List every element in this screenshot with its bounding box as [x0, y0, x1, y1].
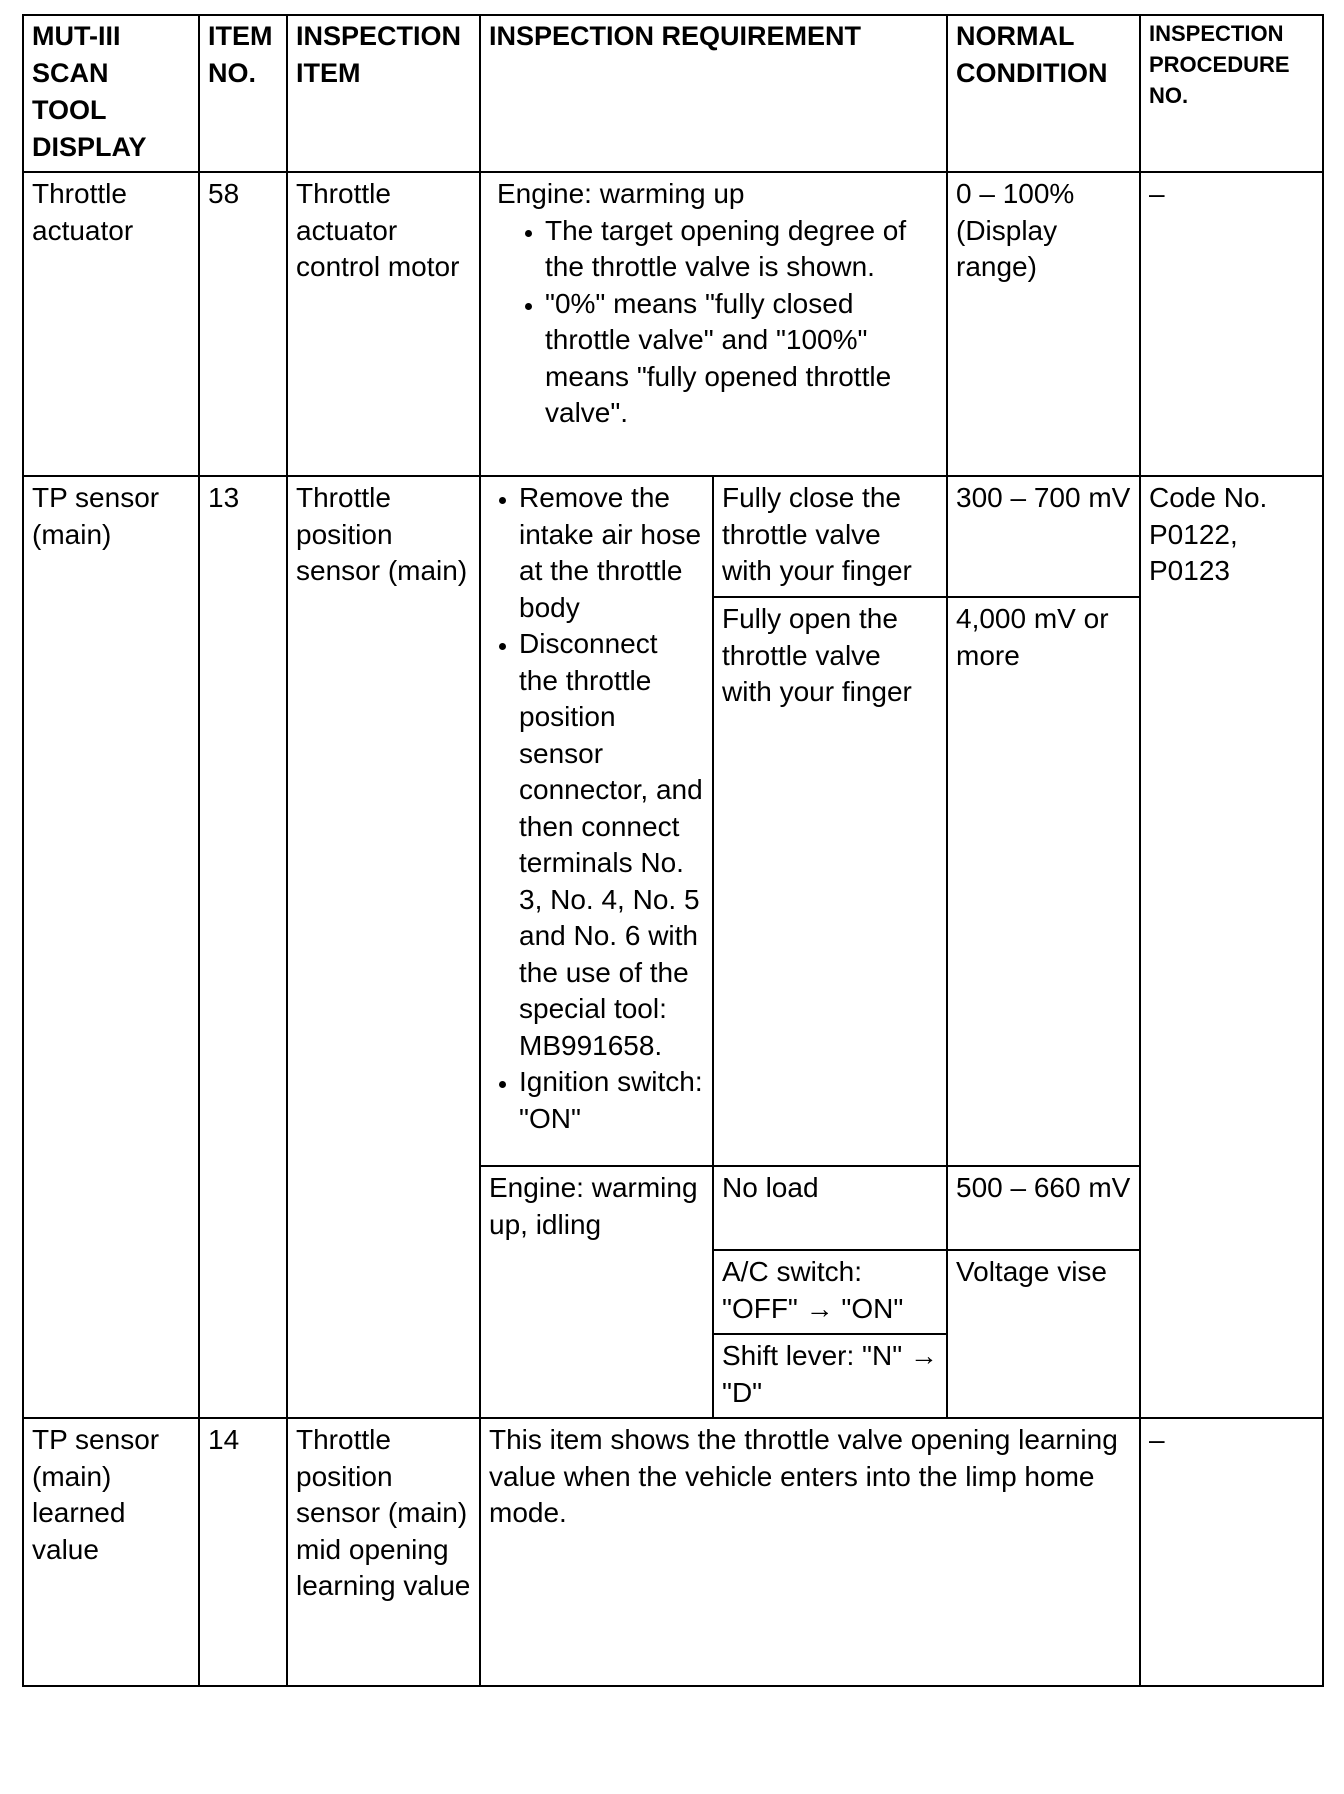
row2-item-no: 13	[199, 476, 287, 1418]
inspection-table	[22, 14, 1324, 1687]
header-inspection-item: INSPECTION ITEM	[287, 15, 480, 172]
row1-requirement	[480, 172, 947, 476]
list-item: • Remove the intake air hose at the throttle body	[519, 480, 704, 626]
row3-item-no: 14	[199, 1418, 287, 1686]
header-row	[23, 15, 1323, 172]
table-row	[23, 172, 1323, 476]
row1-item-no: 58	[199, 172, 287, 476]
row1-procedure-no: –	[1140, 172, 1323, 476]
table-row	[23, 476, 1323, 597]
row3-procedure-no: –	[1140, 1418, 1323, 1686]
header-normal-condition: NORMAL CONDITION	[947, 15, 1140, 172]
row2-prep-list	[489, 480, 704, 1137]
row3-display: TP sensor (main) learned value	[23, 1418, 199, 1686]
row2-prep-conditions	[480, 476, 713, 1166]
row1-inspection-item: Throttle actuator control motor	[287, 172, 480, 476]
row1-normal-condition: 0 – 100% (Display range)	[947, 172, 1140, 476]
header-item-no: ITEM NO.	[199, 15, 287, 172]
row2-no-load-value: 500 – 660 mV	[947, 1166, 1140, 1250]
row1-requirement-list	[489, 213, 938, 432]
table-row	[23, 1418, 1323, 1686]
header-requirement: INSPECTION REQUIREMENT	[480, 15, 947, 172]
row2-engine-condition: Engine: warming up, idling	[480, 1166, 713, 1418]
row1-requirement-lead: Engine: warming up	[497, 178, 745, 209]
header-display: MUT-III SCAN TOOL DISPLAY	[23, 15, 199, 172]
row3-requirement: This item shows the throttle valve opening learning value when the vehicle enters into the limp home mode.	[480, 1418, 1140, 1686]
list-item: • Disconnect the throttle position sensor connector, and then connect terminals No. 3, No. 4, No. 5 and No. 6 with the use of the special tool: MB991658.	[519, 626, 704, 1064]
row2-shift-lever: Shift lever: "N" → "D"	[713, 1334, 947, 1418]
row3-inspection-item: Throttle position sensor (main) mid opening learning value	[287, 1418, 480, 1686]
list-item: • "0%" means "fully closed throttle valve" and "100%" means "fully opened throttle valve".	[545, 286, 938, 432]
list-item: • Ignition switch: "ON"	[519, 1064, 704, 1137]
header-procedure-no: INSPECTION PROCEDURE NO.	[1140, 15, 1323, 172]
row2-fully-open: Fully open the throttle valve with your finger	[713, 597, 947, 1166]
row1-display: Throttle actuator	[23, 172, 199, 476]
row2-display: TP sensor (main)	[23, 476, 199, 1418]
list-item: • The target opening degree of the throttle valve is shown.	[545, 213, 938, 286]
row2-inspection-item: Throttle position sensor (main)	[287, 476, 480, 1418]
row2-no-load: No load	[713, 1166, 947, 1250]
row2-fully-close: Fully close the throttle valve with your finger	[713, 476, 947, 597]
row2-fully-close-value: 300 – 700 mV	[947, 476, 1140, 597]
row2-ac-switch: A/C switch: "OFF" → "ON"	[713, 1250, 947, 1334]
row2-fully-open-value: 4,000 mV or more	[947, 597, 1140, 1166]
row2-procedure-no: Code No. P0122, P0123	[1140, 476, 1323, 1418]
row2-voltage-value: Voltage vise	[947, 1250, 1140, 1418]
